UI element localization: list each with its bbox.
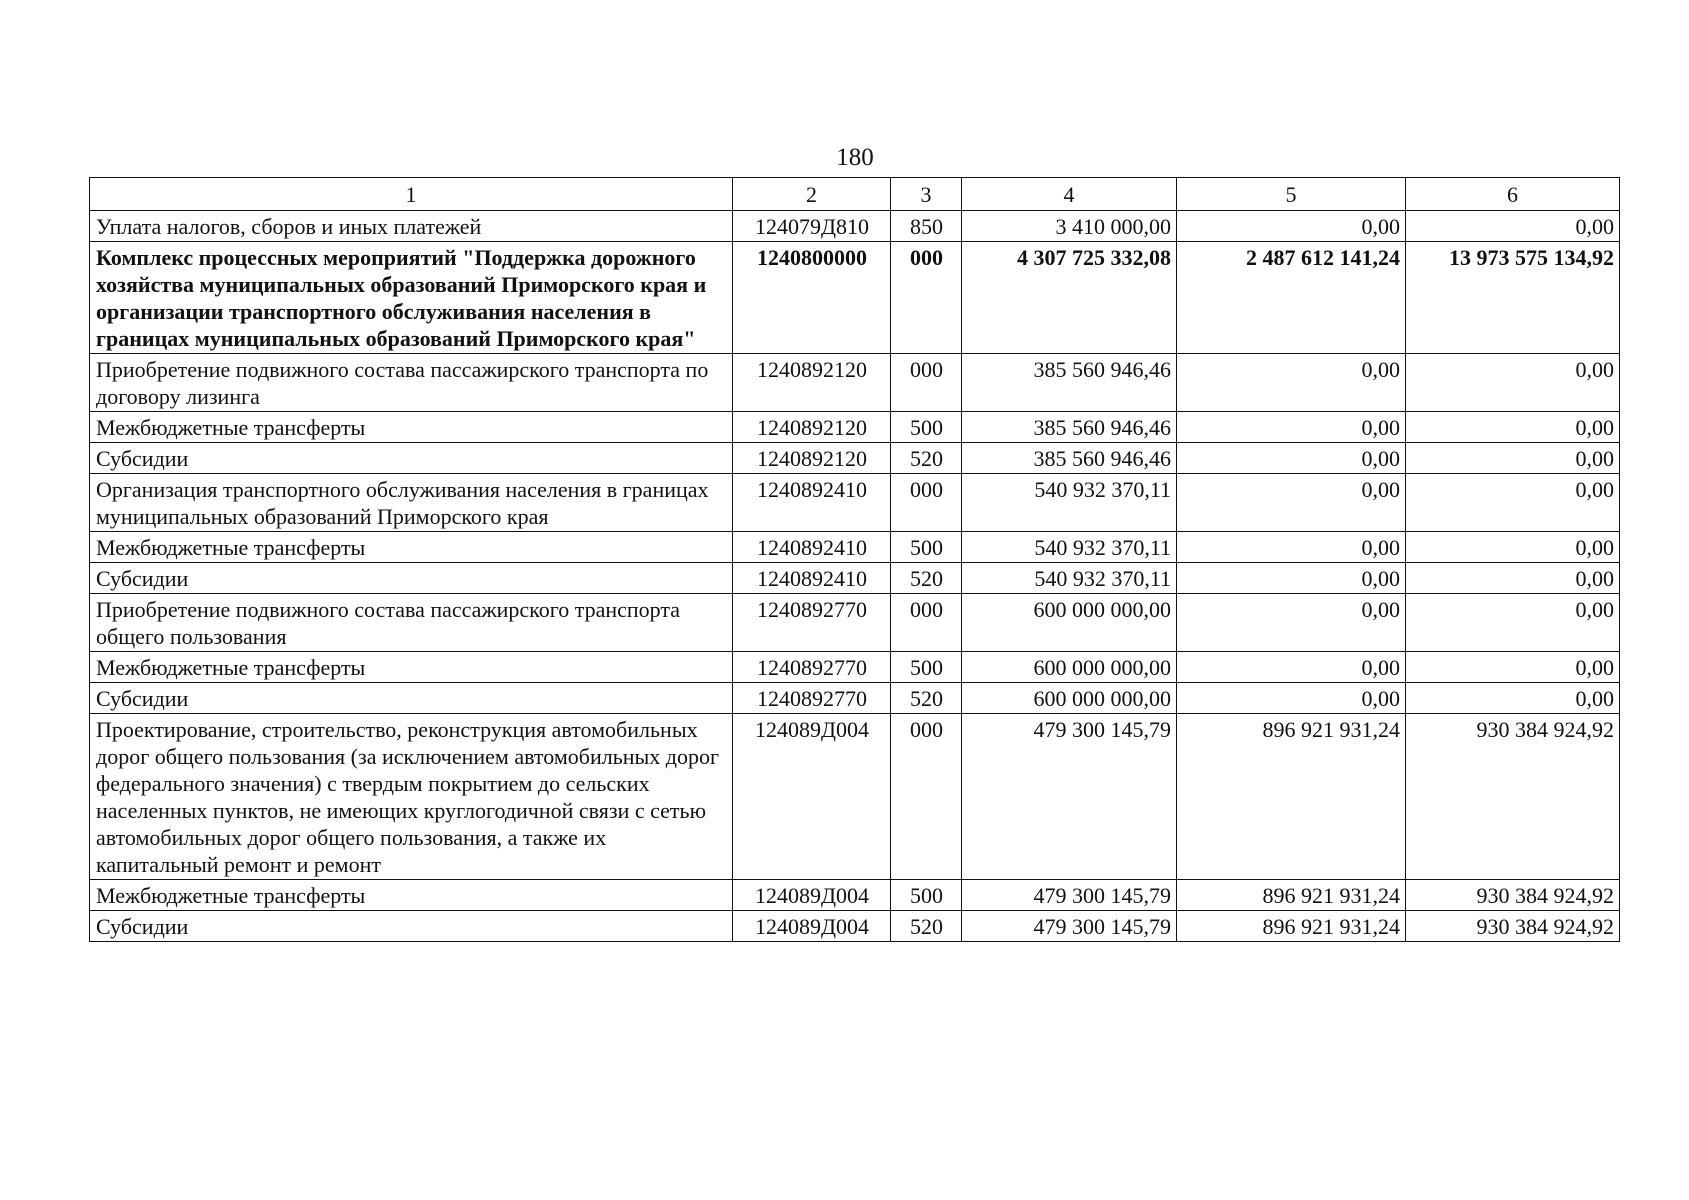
- table-row: [90, 652, 1620, 683]
- row-name-cell: Межбюджетные трансферты: [90, 532, 733, 563]
- row-name-cell: Приобретение подвижного состава пассажирского транспорта общего пользования: [90, 594, 733, 652]
- row-name-cell: Межбюджетные трансферты: [90, 880, 733, 911]
- row-value-col5-cell: 0,00: [1177, 211, 1406, 242]
- row-value-col6-cell: 0,00: [1406, 211, 1620, 242]
- table-row: [90, 354, 1620, 412]
- row-code-cell: 1240892410: [733, 563, 891, 594]
- row-type-cell: 500: [891, 652, 962, 683]
- table-row: [90, 443, 1620, 474]
- row-value-col4-cell: 385 560 946,46: [962, 412, 1177, 443]
- page-number: 180: [836, 144, 874, 171]
- table-row: [90, 594, 1620, 652]
- row-value-col4-cell: 540 932 370,11: [962, 532, 1177, 563]
- row-value-col6-cell: 0,00: [1406, 412, 1620, 443]
- row-value-col5-cell: 0,00: [1177, 532, 1406, 563]
- row-type-cell: 000: [891, 242, 962, 354]
- table-row: [90, 880, 1620, 911]
- row-name-cell: Субсидии: [90, 683, 733, 714]
- column-header: 3: [891, 178, 962, 211]
- row-type-cell: 520: [891, 683, 962, 714]
- row-value-col5-cell: 896 921 931,24: [1177, 714, 1406, 880]
- row-value-col4-cell: 479 300 145,79: [962, 714, 1177, 880]
- row-value-col5-cell: 0,00: [1177, 563, 1406, 594]
- row-value-col4-cell: 4 307 725 332,08: [962, 242, 1177, 354]
- row-value-col4-cell: 540 932 370,11: [962, 474, 1177, 532]
- table-row: [90, 714, 1620, 880]
- column-header: 6: [1406, 178, 1620, 211]
- row-value-col6-cell: 930 384 924,92: [1406, 880, 1620, 911]
- row-code-cell: 1240892120: [733, 354, 891, 412]
- row-value-col4-cell: 385 560 946,46: [962, 354, 1177, 412]
- table-row: [90, 242, 1620, 354]
- row-value-col6-cell: 0,00: [1406, 443, 1620, 474]
- row-type-cell: 520: [891, 911, 962, 942]
- row-value-col5-cell: 0,00: [1177, 354, 1406, 412]
- row-code-cell: 124089Д004: [733, 880, 891, 911]
- row-value-col6-cell: 0,00: [1406, 683, 1620, 714]
- row-value-col4-cell: 600 000 000,00: [962, 594, 1177, 652]
- row-value-col4-cell: 3 410 000,00: [962, 211, 1177, 242]
- row-code-cell: 1240892770: [733, 683, 891, 714]
- row-type-cell: 500: [891, 880, 962, 911]
- row-type-cell: 520: [891, 443, 962, 474]
- table-row: [90, 412, 1620, 443]
- row-value-col4-cell: 600 000 000,00: [962, 652, 1177, 683]
- row-type-cell: 000: [891, 714, 962, 880]
- row-type-cell: 000: [891, 354, 962, 412]
- row-name-cell: Организация транспортного обслуживания населения в границах муниципальных образований Приморского края: [90, 474, 733, 532]
- table-row: [90, 563, 1620, 594]
- row-type-cell: 000: [891, 474, 962, 532]
- column-header: 4: [962, 178, 1177, 211]
- row-value-col5-cell: 0,00: [1177, 474, 1406, 532]
- row-name-cell: Комплекс процессных мероприятий "Поддержка дорожного хозяйства муниципальных образований Приморского края и организации транспортного обслуживания населения в границах муниципальных образований Приморского края": [90, 242, 733, 354]
- table-row: [90, 211, 1620, 242]
- row-value-col5-cell: 0,00: [1177, 652, 1406, 683]
- row-value-col4-cell: 479 300 145,79: [962, 880, 1177, 911]
- row-name-cell: Субсидии: [90, 443, 733, 474]
- row-value-col4-cell: 540 932 370,11: [962, 563, 1177, 594]
- row-code-cell: 1240892410: [733, 474, 891, 532]
- row-value-col6-cell: 930 384 924,92: [1406, 911, 1620, 942]
- row-code-cell: 1240892410: [733, 532, 891, 563]
- row-code-cell: 124089Д004: [733, 911, 891, 942]
- column-header: 1: [90, 178, 733, 211]
- row-value-col5-cell: 2 487 612 141,24: [1177, 242, 1406, 354]
- row-value-col4-cell: 600 000 000,00: [962, 683, 1177, 714]
- row-name-cell: Субсидии: [90, 563, 733, 594]
- row-name-cell: Субсидии: [90, 911, 733, 942]
- budget-table: [89, 177, 1620, 942]
- table-body: [90, 211, 1620, 942]
- row-value-col4-cell: 479 300 145,79: [962, 911, 1177, 942]
- table-row: [90, 911, 1620, 942]
- row-value-col5-cell: 0,00: [1177, 443, 1406, 474]
- column-header: 5: [1177, 178, 1406, 211]
- row-name-cell: Межбюджетные трансферты: [90, 412, 733, 443]
- row-value-col6-cell: 0,00: [1406, 354, 1620, 412]
- row-value-col6-cell: 0,00: [1406, 474, 1620, 532]
- column-header: 2: [733, 178, 891, 211]
- row-type-cell: 850: [891, 211, 962, 242]
- row-name-cell: Проектирование, строительство, реконструкция автомобильных дорог общего пользования (за исключением автомобильных дорог федерального значения) с твердым покрытием до сельских населенных пунктов, не имеющих круглогодичной связи с сетью автомобильных дорог общего пользования, а также их капитальный ремонт и ремонт: [90, 714, 733, 880]
- row-code-cell: 1240800000: [733, 242, 891, 354]
- header-row: [90, 178, 1620, 211]
- row-value-col6-cell: 0,00: [1406, 563, 1620, 594]
- row-value-col6-cell: 0,00: [1406, 532, 1620, 563]
- row-type-cell: 500: [891, 412, 962, 443]
- row-value-col5-cell: 0,00: [1177, 594, 1406, 652]
- row-value-col6-cell: 0,00: [1406, 594, 1620, 652]
- row-type-cell: 500: [891, 532, 962, 563]
- row-value-col5-cell: 896 921 931,24: [1177, 911, 1406, 942]
- row-type-cell: 000: [891, 594, 962, 652]
- row-type-cell: 520: [891, 563, 962, 594]
- table-row: [90, 532, 1620, 563]
- row-value-col6-cell: 13 973 575 134,92: [1406, 242, 1620, 354]
- row-value-col5-cell: 896 921 931,24: [1177, 880, 1406, 911]
- row-code-cell: 1240892120: [733, 443, 891, 474]
- row-code-cell: 1240892120: [733, 412, 891, 443]
- row-code-cell: 124079Д810: [733, 211, 891, 242]
- row-value-col6-cell: 0,00: [1406, 652, 1620, 683]
- row-name-cell: Уплата налогов, сборов и иных платежей: [90, 211, 733, 242]
- row-value-col4-cell: 385 560 946,46: [962, 443, 1177, 474]
- row-name-cell: Межбюджетные трансферты: [90, 652, 733, 683]
- table-row: [90, 683, 1620, 714]
- row-code-cell: 1240892770: [733, 652, 891, 683]
- row-code-cell: 1240892770: [733, 594, 891, 652]
- row-code-cell: 124089Д004: [733, 714, 891, 880]
- row-value-col5-cell: 0,00: [1177, 683, 1406, 714]
- table-row: [90, 474, 1620, 532]
- row-value-col5-cell: 0,00: [1177, 412, 1406, 443]
- row-value-col6-cell: 930 384 924,92: [1406, 714, 1620, 880]
- row-name-cell: Приобретение подвижного состава пассажирского транспорта по договору лизинга: [90, 354, 733, 412]
